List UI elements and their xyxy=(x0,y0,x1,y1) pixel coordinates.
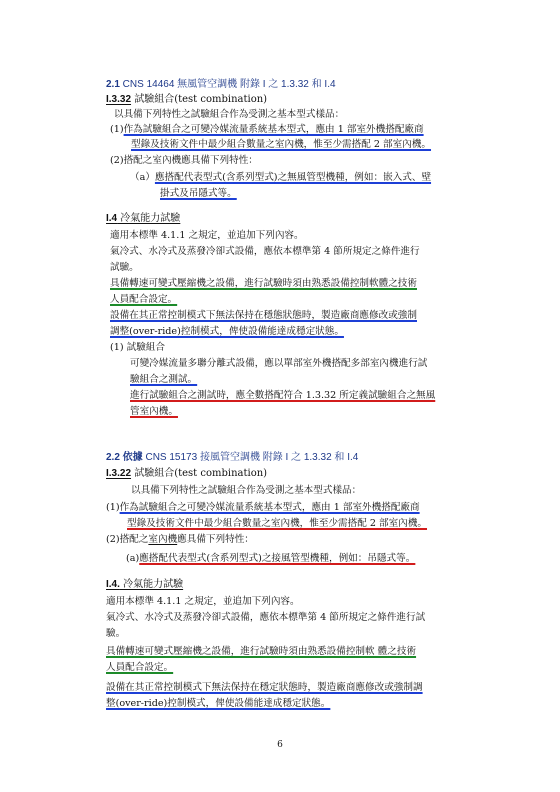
subheading-i-4-s2: I.4. 冷氣能力試驗 xyxy=(106,579,184,590)
subheading-i-3-32: I.3.32 試驗組合(test combination) xyxy=(106,94,268,105)
paragraph-2-s2: 氣冷式、水冷式及蒸發冷卻式設備，應依本標準第 4 節所規定之條件進行試 xyxy=(106,612,426,623)
list-test-combination-text: 可變冷媒流量多聯分離式設備，應以單部室外機搭配多部室內機進行試 xyxy=(130,358,428,369)
paragraph-4: 設備在其正常控制模式下無法保持在穩態狀態時，製造廠商應修改或強制 xyxy=(110,310,417,321)
paragraph-3-cont: 人員配合設定。 xyxy=(110,294,178,305)
list-item-1: (1)作為試驗組合之可變冷媒流量系統基本型式，應由 1 部室外機搭配廠商 xyxy=(110,124,424,135)
subheading-i-3-22: I.3.22 試驗組合(test combination) xyxy=(106,468,268,479)
list-test-combination-text-2-cont: 管室內機。 xyxy=(130,406,178,417)
subheading-i-4: I.4 冷氣能力試驗 xyxy=(106,213,181,224)
paragraph-4-s2-cont: 整(over-ride)控制模式，俾使設備能達成穩定狀態。 xyxy=(106,698,331,709)
paragraph-intro-2: 以具備下列特性之試驗組合作為受測之基本型式樣品： xyxy=(131,485,362,496)
paragraph-4-cont: 調整(over-ride)控制模式，俾使設備能達成穩定狀態。 xyxy=(110,326,344,337)
list-item-1-cont: 型錄及技術文件中最少組合數量之室內機，惟至少需搭配 2 部室內機。 xyxy=(131,139,432,150)
paragraph-1: 適用本標準 4.1.1 之規定，並追加下列內容。 xyxy=(110,230,304,241)
list-item-1-s2-cont: 型錄及技術文件中最少組合數量之室內機，惟至少需搭配 2 部室內機。 xyxy=(127,518,428,529)
paragraph-3-s2-cont: 人員配合設定。 xyxy=(106,662,174,673)
paragraph-1-s2: 適用本標準 4.1.1 之規定，並追加下列內容。 xyxy=(106,596,300,607)
list-test-combination-text-cont: 驗組合之測試。 xyxy=(130,374,198,385)
list-item-2a: （a）應搭配代表型式(含系列型式)之無風管型機種，例如：嵌入式、壁 xyxy=(130,172,432,183)
paragraph-intro: 以具備下列特性之試驗組合作為受測之基本型式樣品： xyxy=(114,109,345,120)
section-heading-2-2: 2.2 依據 CNS 15173 接風管空調機 附錄 I 之 1.3.32 和 I.4 xyxy=(106,452,359,463)
paragraph-2-s2-cont: 驗。 xyxy=(106,628,126,639)
paragraph-2: 氣冷式、水冷式及蒸發冷卻式設備，應依本標準第 4 節所規定之條件進行 xyxy=(110,246,420,257)
list-item-2-s2: (2)搭配之室內機應具備下列特性： xyxy=(106,534,254,545)
list-item-2: (2)搭配之室內機應具備下列特性： xyxy=(110,155,258,166)
list-test-combination: (1) 試驗組合 xyxy=(110,342,166,353)
list-item-1-s2: (1)作為試驗組合之可變冷媒流量系統基本型式，應由 1 部室外機搭配廠商 xyxy=(106,502,420,513)
list-item-2a-s2: (a)應搭配代表型式(含系列型式)之接風管型機種，例如：吊隱式等。 xyxy=(126,553,416,564)
paragraph-4-s2: 設備在其正常控制模式下無法保持在穩定狀態時，製造廠商應修改或強制調 xyxy=(106,682,423,693)
paragraph-2-cont: 試驗。 xyxy=(110,262,139,273)
section-heading-2-1: 2.1 CNS 14464 無風管空調機 附錄 I 之 1.3.32 和 I.4 xyxy=(106,79,336,90)
list-item-2a-cont: 掛式及吊隱式等。 xyxy=(160,188,237,199)
paragraph-3: 具備轉速可變式壓縮機之設備，進行試驗時須由熟悉設備控制軟體之技術 xyxy=(110,278,417,289)
list-test-combination-text-2: 進行試驗組合之測試時，應全數搭配符合 1.3.32 所定義試驗組合之無風 xyxy=(130,390,436,401)
page-number: 6 xyxy=(277,740,283,750)
paragraph-3-s2: 具備轉速可變式壓縮機之設備，進行試驗時須由熟悉設備控制軟 體之技術 xyxy=(106,646,417,657)
